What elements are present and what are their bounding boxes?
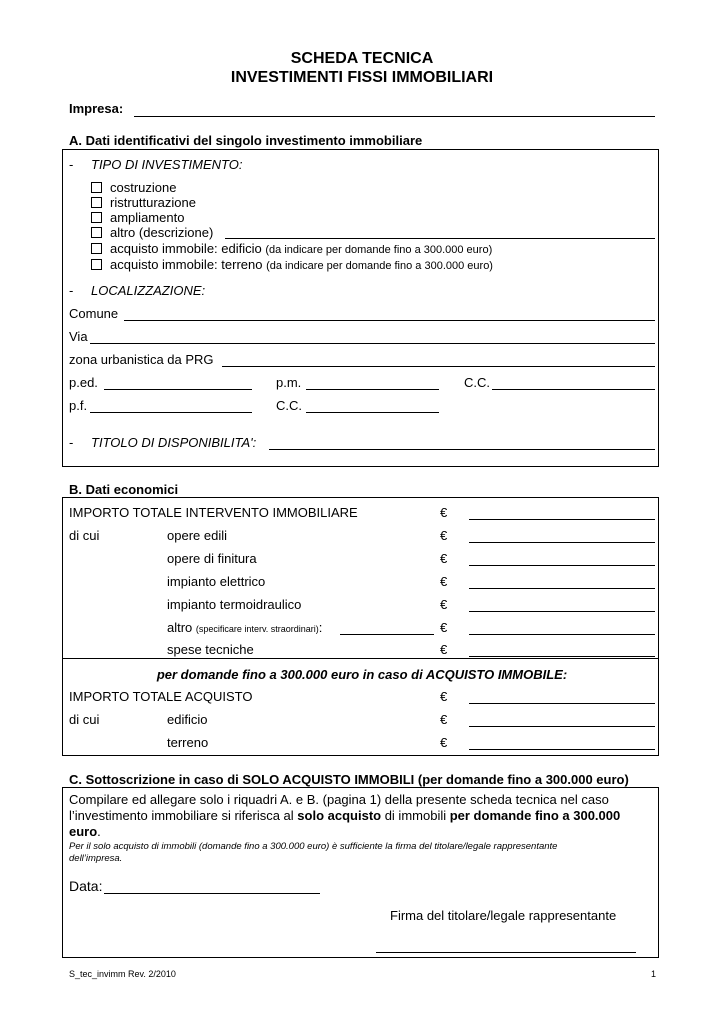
option-label: ampliamento — [110, 210, 185, 225]
comune-field[interactable] — [124, 320, 655, 321]
zona-label: zona urbanistica da PRG — [69, 352, 214, 367]
euro-symbol: € — [440, 528, 448, 543]
importo-acquisto-field[interactable] — [469, 703, 655, 704]
loc-dash: - — [69, 283, 74, 298]
euro-symbol: € — [440, 712, 448, 727]
checkbox-icon[interactable] — [91, 259, 102, 270]
titolo-dash: - — [69, 435, 74, 450]
altro-text: altro — [167, 620, 193, 635]
euro-symbol: € — [440, 551, 448, 566]
option-note: (da indicare per domande fino a 300.000 euro) — [266, 260, 493, 272]
via-label: Via — [69, 329, 88, 344]
altro-note: (specificare interv. straordinari) — [195, 624, 319, 634]
checkbox-icon[interactable] — [91, 182, 102, 193]
section-b-box — [62, 497, 659, 756]
cc1-label: C.C. — [464, 375, 490, 390]
opere-edili-label: opere edili — [167, 528, 227, 543]
checkbox-icon[interactable] — [91, 243, 102, 254]
euro-symbol: € — [440, 620, 448, 635]
edificio-field[interactable] — [469, 726, 655, 727]
option-note: (da indicare per domande fino a 300.000 euro) — [265, 244, 493, 256]
spese-tecniche-label: spese tecniche — [167, 642, 254, 657]
titolo-field[interactable] — [269, 449, 655, 450]
checkbox-icon[interactable] — [91, 197, 102, 208]
option-acquisto-edificio[interactable] — [91, 241, 492, 256]
page-title-line2: INVESTIMENTI FISSI IMMOBILIARI — [230, 69, 494, 86]
altro-importo-field[interactable] — [469, 634, 655, 635]
option-costruzione[interactable] — [91, 180, 176, 195]
section-c-text-1: Compilare ed allegare solo i riquadri A. e B. (pagina 1) della presente scheda tecnica nel caso — [69, 792, 609, 807]
data-label: Data: — [69, 878, 103, 894]
text-run-bold: solo acquisto — [297, 808, 382, 823]
section-b-divider — [62, 658, 659, 659]
option-altro[interactable] — [91, 225, 213, 240]
tipo-label: TIPO DI INVESTIMENTO: — [91, 157, 243, 172]
checkbox-icon[interactable] — [91, 212, 102, 223]
ped-label: p.ed. — [69, 375, 98, 390]
opere-finitura-field[interactable] — [469, 565, 655, 566]
terreno-field[interactable] — [469, 749, 655, 750]
importo-acquisto-label: IMPORTO TOTALE ACQUISTO — [69, 689, 253, 704]
section-c-title: C. Sottoscrizione in caso di SOLO ACQUISTO IMMOBILI (per domande fino a 300.000 euro) — [69, 772, 629, 787]
titolo-label: TITOLO DI DISPONIBILITA': — [91, 435, 257, 450]
option-label: acquisto immobile: edificio — [110, 241, 262, 256]
text-run: di immobili — [381, 808, 450, 823]
di-cui-label-2: di cui — [69, 712, 100, 727]
impianto-elettrico-field[interactable] — [469, 588, 655, 589]
text-run: l’investimento immobiliare si riferisca al — [69, 808, 298, 823]
acquisto-heading: per domande fino a 300.000 euro in caso di ACQUISTO IMMOBILE: — [156, 667, 568, 682]
impresa-label: Impresa: — [69, 101, 124, 116]
impianto-termoidraulico-label: impianto termoidraulico — [167, 597, 302, 612]
euro-symbol: € — [440, 689, 448, 704]
cc2-label: C.C. — [276, 398, 302, 413]
firma-label: Firma del titolare/legale rappresentante — [390, 908, 617, 923]
euro-symbol: € — [440, 642, 448, 657]
firma-field[interactable] — [376, 952, 636, 953]
altro-specifica-field[interactable] — [340, 634, 434, 635]
text-run: . — [97, 824, 101, 839]
section-c-text-2 — [69, 808, 620, 823]
option-label: acquisto immobile: terreno — [110, 257, 263, 272]
tipo-dash: - — [69, 157, 74, 172]
ped-field[interactable] — [104, 389, 252, 390]
opere-edili-field[interactable] — [469, 542, 655, 543]
section-c-note-1: Per il solo acquisto di immobili (domande fino a 300.000 euro) è sufficiente la firma del titolare/legale rappresentante — [69, 841, 558, 852]
data-field[interactable] — [104, 893, 320, 894]
comune-label: Comune — [69, 306, 119, 321]
section-c-text-3 — [69, 824, 101, 839]
zona-field[interactable] — [222, 366, 655, 367]
euro-symbol: € — [440, 735, 448, 750]
opere-finitura-label: opere di finitura — [167, 551, 257, 566]
altro-label — [167, 620, 322, 635]
euro-symbol: € — [440, 505, 448, 520]
page-number: 1 — [651, 969, 657, 979]
terreno-label: terreno — [167, 735, 209, 750]
euro-symbol: € — [440, 574, 448, 589]
text-run-bold: euro — [69, 824, 98, 839]
edificio-label: edificio — [167, 712, 208, 727]
impresa-field[interactable] — [134, 116, 655, 117]
di-cui-label: di cui — [69, 528, 100, 543]
impianto-elettrico-label: impianto elettrico — [167, 574, 266, 589]
option-ampliamento[interactable] — [91, 210, 184, 225]
importo-totale-label: IMPORTO TOTALE INTERVENTO IMMOBILIARE — [69, 505, 358, 520]
pf-label: p.f. — [69, 398, 88, 413]
option-label: ristrutturazione — [110, 195, 196, 210]
loc-label: LOCALIZZAZIONE: — [91, 283, 206, 298]
altro-colon: : — [318, 620, 323, 635]
importo-totale-field[interactable] — [469, 519, 655, 520]
pf-field[interactable] — [90, 412, 252, 413]
option-label: altro (descrizione) — [110, 225, 214, 240]
pm-field[interactable] — [306, 389, 439, 390]
cc2-field[interactable] — [306, 412, 439, 413]
pm-label: p.m. — [276, 375, 302, 390]
option-ristrutturazione[interactable] — [91, 195, 196, 210]
impianto-termoidraulico-field[interactable] — [469, 611, 655, 612]
option-acquisto-terreno[interactable] — [91, 257, 493, 272]
section-c-note-2: dell’impresa. — [69, 853, 123, 864]
checkbox-icon[interactable] — [91, 227, 102, 238]
altro-descrizione-field[interactable] — [225, 238, 655, 239]
footer-ref: S_tec_invimm Rev. 2/2010 — [69, 969, 176, 979]
section-b-title: B. Dati economici — [69, 482, 179, 497]
via-field[interactable] — [90, 343, 655, 344]
section-a-title: A. Dati identificativi del singolo investimento immobiliare — [69, 133, 423, 148]
page-title-line1: SCHEDA TECNICA — [290, 50, 434, 67]
cc1-field[interactable] — [492, 389, 655, 390]
euro-symbol: € — [440, 597, 448, 612]
option-label: costruzione — [110, 180, 177, 195]
text-run-bold: per domande fino a 300.000 — [449, 808, 621, 823]
spese-tecniche-field[interactable] — [469, 656, 655, 657]
